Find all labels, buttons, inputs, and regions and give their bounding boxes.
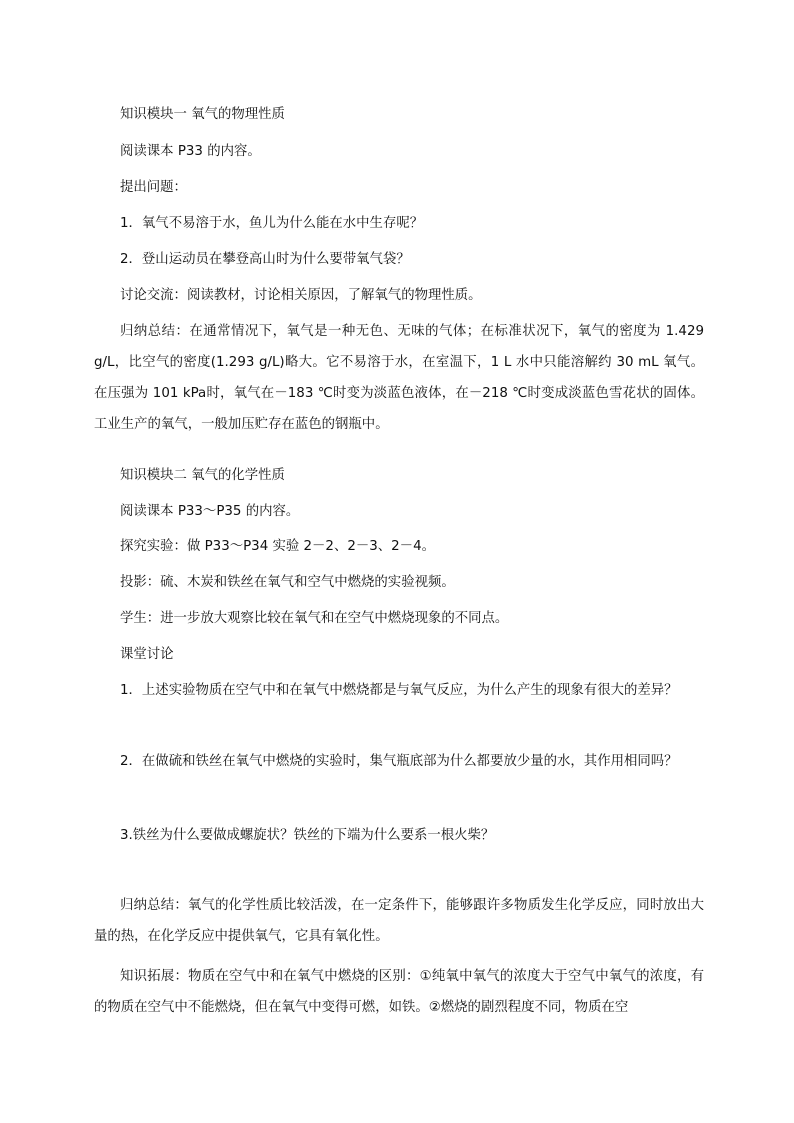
questions-label: 提出问题： [120, 180, 187, 195]
class-discussion-label: 课堂讨论 [120, 647, 174, 662]
module2-heading: 知识模块二 氧气的化学性质 [120, 468, 285, 483]
module1-heading: 知识模块一 氧气的物理性质 [120, 107, 285, 122]
student-paragraph: 学生：进一步放大观察比较在氧气和在空气中燃烧现象的不同点。 [120, 611, 509, 626]
knowledge-extension: 知识拓展：物质在空气中和在氧气中燃烧的区别：①纯氧中氧气的浓度大于空气中氧气的浓度，有的物质在空气中不能燃烧，但在氧气中变得可燃，如铁。②燃烧的剧烈程度不同，物质在空 [94, 969, 704, 1015]
discussion-question-3: 3.铁丝为什么要做成螺旋状？铁丝的下端为什么要系一根火柴？ [120, 828, 495, 843]
discussion-paragraph: 讨论交流：阅读教材，讨论相关原因，了解氧气的物理性质。 [120, 288, 482, 303]
chemical-properties-summary: 归纳总结：氧气的化学性质比较活泼，在一定条件下，能够跟许多物质发生化学反应，同时放出大量的热，在化学反应中提供氧气，它具有氧化性。 [94, 898, 704, 944]
projection-paragraph: 投影：硫、木炭和铁丝在氧气和空气中燃烧的实验视频。 [120, 575, 455, 590]
reading-instruction-1: 阅读课本 P33 的内容。 [120, 144, 261, 159]
reading-instruction-2: 阅读课本 P33～P35 的内容。 [120, 504, 300, 519]
discussion-question-1: 1．上述实验物质在空气中和在氧气中燃烧都是与氧气反应，为什么产生的现象有很大的差异？ [120, 683, 678, 698]
physical-properties-summary: 归纳总结：在通常情况下，氧气是一种无色、无味的气体；在标准状况下，氧气的密度为 1.429 g/L，比空气的密度(1.293 g/L)略大。它不易溶于水，在室温下，1 L 水中只能溶解约 30 mL 氧气。在压强为 101 kPa时，氧气在－183 ℃时变为淡蓝色液体，在－218 ℃时变成淡蓝色雪花状的固体。工业生产的氧气，一般加压贮存在蓝色的钢瓶中。 [94, 324, 704, 432]
question-2: 2．登山运动员在攀登高山时为什么要带氧气袋？ [120, 252, 410, 267]
question-1: 1．氧气不易溶于水，鱼儿为什么能在水中生存呢？ [120, 216, 424, 231]
discussion-question-2: 2．在做硫和铁丝在氧气中燃烧的实验时，集气瓶底部为什么都要放少量的水，其作用相同吗？ [120, 754, 678, 769]
experiment-paragraph: 探究实验：做 P33～P34 实验 2－2、2－3、2－4。 [120, 539, 435, 554]
